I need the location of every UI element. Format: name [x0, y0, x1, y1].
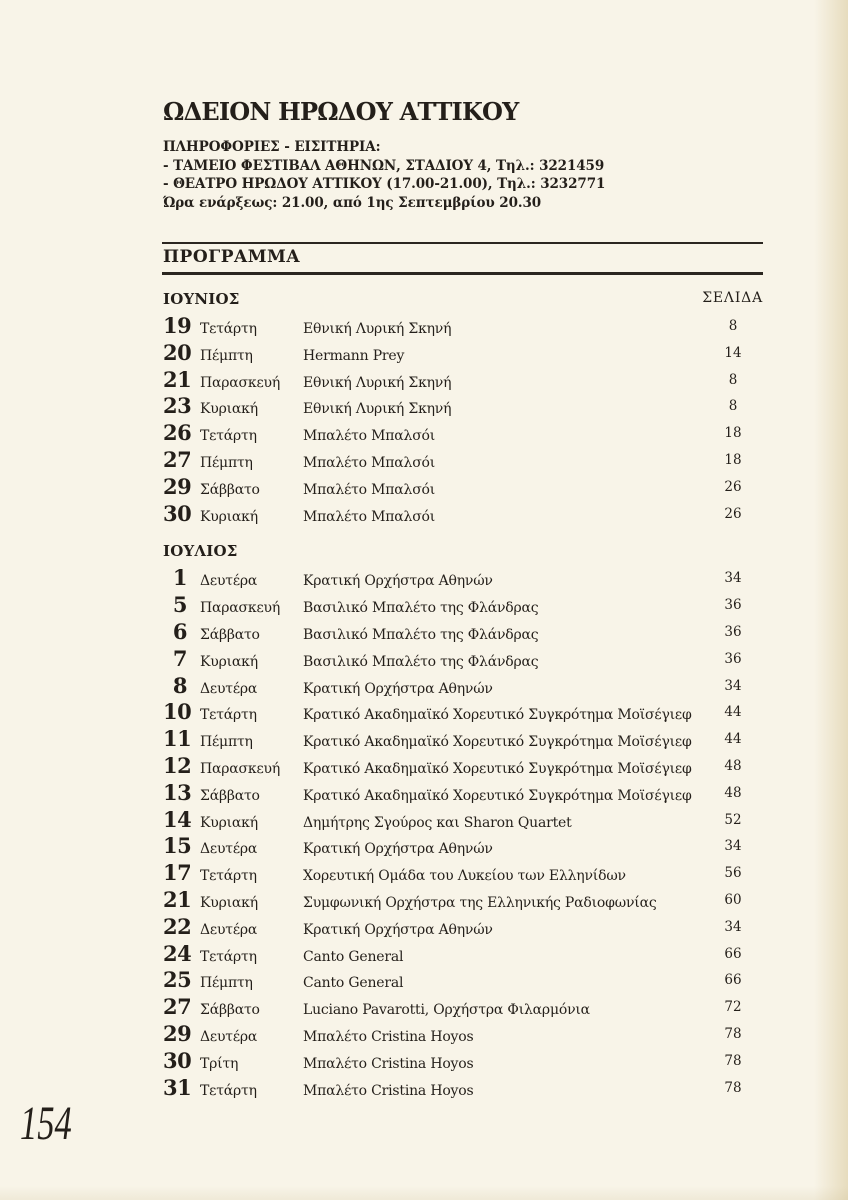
row-date: 23 [163, 393, 192, 419]
row-event: Κρατικό Ακαδημαϊκό Χορευτικό Συγκρότημα Μοϊσέγιεφ [303, 707, 692, 724]
row-page: 26 [724, 505, 742, 522]
row-date: 21 [163, 886, 192, 912]
row-day: Πέμπτη [200, 454, 253, 471]
row-day: Σάββατο [200, 626, 260, 643]
row-date: 26 [163, 420, 192, 446]
row-page: 48 [724, 757, 742, 774]
row-date: 31 [163, 1074, 192, 1100]
schedule-row [163, 447, 763, 474]
row-page: 78 [724, 1079, 742, 1096]
schedule-row [163, 967, 763, 994]
row-day: Πέμπτη [200, 975, 253, 992]
row-page: 18 [724, 451, 742, 468]
row-event: Βασιλικό Μπαλέτο της Φλάνδρας [303, 626, 539, 643]
row-page: 60 [724, 891, 742, 908]
row-date: 29 [163, 473, 192, 499]
page-column-header: ΣΕΛΙΔΑ [702, 290, 763, 306]
row-day: Τετάρτη [200, 707, 257, 724]
row-event: Μπαλέτο Μπαλσόι [303, 508, 436, 525]
row-event: Luciano Pavarotti, Ορχήστρα Φιλαρμόνια [303, 1002, 590, 1019]
row-event: Canto General [303, 948, 404, 965]
row-day: Δευτέρα [200, 573, 258, 590]
schedule-row [163, 1048, 763, 1075]
row-event: Εθνική Λυρική Σκηνή [303, 374, 452, 391]
row-date: 22 [163, 913, 192, 939]
schedule-row [163, 565, 763, 592]
schedule-row [163, 699, 763, 726]
row-page: 18 [724, 425, 742, 442]
schedule-row [163, 860, 763, 887]
row-date: 11 [163, 726, 192, 752]
row-date: 30 [163, 500, 192, 526]
row-page: 78 [724, 1025, 742, 1042]
row-day: Δευτέρα [200, 841, 258, 858]
row-page: 52 [724, 811, 742, 828]
paper-edge-shade-bottom [0, 1186, 848, 1200]
row-day: Σάββατο [200, 481, 260, 498]
row-page: 36 [724, 597, 742, 614]
row-date: 29 [163, 1020, 192, 1046]
row-date: 24 [163, 940, 192, 966]
schedule-row [163, 780, 763, 807]
row-event: Κρατικό Ακαδημαϊκό Χορευτικό Συγκρότημα Μοϊσέγιεφ [303, 734, 692, 751]
row-date: 13 [163, 779, 192, 805]
row-date: 25 [163, 967, 192, 993]
row-day: Τετάρτη [200, 428, 257, 445]
info-block [163, 138, 605, 212]
paper-edge-shade-right [814, 0, 848, 1200]
row-event: Hermann Prey [303, 347, 405, 364]
row-page: 56 [724, 865, 742, 882]
month-name: ΙΟΥΝΙΟΣ [163, 290, 240, 308]
month-header [163, 539, 763, 565]
month-section [163, 539, 763, 1101]
row-day: Δευτέρα [200, 680, 258, 697]
row-date: 19 [163, 313, 192, 338]
program-heading: ΠΡΟΓΡΑΜΜΑ [163, 247, 301, 267]
row-date: 12 [163, 752, 192, 778]
row-event: Μπαλέτο Μπαλσόι [303, 454, 436, 471]
schedule-row [163, 393, 763, 420]
row-event: Βασιλικό Μπαλέτο της Φλάνδρας [303, 653, 539, 670]
info-line-tickets: ΠΛΗΡΟΦΟΡΙΕΣ - ΕΙΣΙΤΗΡΙΑ: [163, 139, 381, 155]
row-event: Μπαλέτο Cristina Hoyos [303, 1082, 474, 1099]
folio-page-number: 154 [20, 1097, 72, 1150]
row-date: 20 [163, 339, 192, 365]
schedule-row [163, 646, 763, 673]
row-event: Κρατικό Ακαδημαϊκό Χορευτικό Συγκρότημα Μοϊσέγιεφ [303, 787, 692, 804]
schedule-row [163, 367, 763, 394]
row-page: 66 [724, 945, 742, 962]
row-date: 1 [172, 565, 187, 591]
row-day: Τετάρτη [200, 948, 257, 965]
row-event: Εθνική Λυρική Σκηνή [303, 401, 452, 418]
row-day: Τετάρτη [200, 1082, 257, 1099]
row-day: Κυριακή [200, 814, 258, 831]
row-event: Κρατική Ορχήστρα Αθηνών [303, 573, 493, 590]
schedule-row [163, 501, 763, 528]
row-event: Μπαλέτο Μπαλσόι [303, 428, 436, 445]
row-day: Τετάρτη [200, 868, 257, 885]
program-rule-top [162, 242, 763, 244]
schedule-row [163, 994, 763, 1021]
schedule-row [163, 592, 763, 619]
schedule-row [163, 941, 763, 968]
row-event: Μπαλέτο Cristina Hoyos [303, 1028, 474, 1045]
row-event: Canto General [303, 975, 404, 992]
row-day: Παρασκευή [200, 600, 281, 617]
row-event: Βασιλικό Μπαλέτο της Φλάνδρας [303, 600, 539, 617]
row-page: 26 [724, 478, 742, 495]
row-day: Παρασκευή [200, 760, 281, 777]
row-date: 10 [163, 699, 192, 725]
row-page: 66 [724, 972, 742, 989]
row-page: 14 [724, 344, 742, 361]
row-day: Τρίτη [200, 1055, 239, 1072]
row-date: 15 [163, 833, 192, 859]
row-page: 8 [728, 398, 738, 415]
row-day: Τετάρτη [200, 321, 257, 337]
row-page: 48 [724, 784, 742, 801]
row-page: 34 [724, 677, 742, 694]
row-page: 8 [728, 318, 738, 334]
row-page: 44 [724, 704, 742, 721]
row-page: 34 [724, 918, 742, 935]
row-day: Πέμπτη [200, 347, 253, 364]
schedule-row [163, 887, 763, 914]
schedule-row [163, 474, 763, 501]
schedule-row [163, 420, 763, 447]
month-rows [163, 565, 763, 1101]
schedule-row [163, 753, 763, 780]
row-date: 5 [172, 592, 187, 618]
row-date: 17 [163, 860, 192, 886]
schedule-row [163, 1075, 763, 1102]
row-event: Δημήτρης Σγούρος και Sharon Quartet [303, 814, 572, 831]
row-event: Μπαλέτο Cristina Hoyos [303, 1055, 474, 1072]
schedule-row [163, 726, 763, 753]
schedule-row [163, 340, 763, 367]
info-line-theatre-box-office: - ΘΕΑΤΡΟ ΗΡΩΔΟΥ ΑΤΤΙΚΟΥ (17.00-21.00), Τηλ.: 3232771 [163, 176, 606, 193]
row-page: 36 [724, 623, 742, 640]
row-day: Κυριακή [200, 894, 258, 911]
schedule-row [163, 914, 763, 941]
row-day: Παρασκευή [200, 374, 281, 391]
row-page: 36 [724, 650, 742, 667]
schedule-row [163, 313, 763, 340]
row-event: Κρατική Ορχήστρα Αθηνών [303, 680, 493, 697]
row-event: Κρατικό Ακαδημαϊκό Χορευτικό Συγκρότημα Μοϊσέγιεφ [303, 760, 692, 777]
row-day: Κυριακή [200, 508, 258, 525]
schedule-row [163, 1021, 763, 1048]
row-date: 14 [163, 806, 192, 832]
info-line-festival-box-office: - ΤΑΜΕΙΟ ΦΕΣΤΙΒΑΛ ΑΘΗΝΩΝ, ΣΤΑΔΙΟΥ 4, Τηλ.: 3221459 [163, 157, 605, 174]
row-event: Συμφωνική Ορχήστρα της Ελληνικής Ραδιοφωνίας [303, 894, 657, 911]
schedule-row [163, 807, 763, 834]
row-event: Εθνική Λυρική Σκηνή [303, 321, 452, 337]
program-rule-bottom [162, 272, 763, 275]
row-page: 78 [724, 1052, 742, 1069]
row-page: 34 [724, 570, 742, 587]
row-day: Σάββατο [200, 787, 260, 804]
row-date: 8 [172, 672, 187, 698]
month-name: ΙΟΥΛΙΟΣ [163, 542, 238, 561]
row-page: 72 [724, 999, 742, 1016]
month-rows [163, 313, 763, 527]
month-section [163, 287, 763, 527]
row-day: Κυριακή [200, 653, 258, 670]
month-header [163, 287, 763, 313]
row-day: Σάββατο [200, 1002, 260, 1019]
row-date: 27 [163, 994, 192, 1020]
row-event: Κρατική Ορχήστρα Αθηνών [303, 841, 493, 858]
program-months [163, 287, 763, 1101]
row-day: Δευτέρα [200, 921, 258, 938]
row-page: 8 [728, 371, 738, 388]
row-day: Πέμπτη [200, 734, 253, 751]
row-page: 44 [724, 731, 742, 748]
row-event: Μπαλέτο Μπαλσόι [303, 481, 436, 498]
row-event: Κρατική Ορχήστρα Αθηνών [303, 921, 493, 938]
schedule-row [163, 833, 763, 860]
schedule-row [163, 619, 763, 646]
row-day: Δευτέρα [200, 1028, 258, 1045]
row-date: 27 [163, 446, 192, 472]
page-title: ΩΔΕΙΟΝ ΗΡΩΔΟΥ ΑΤΤΙΚΟΥ [163, 97, 519, 126]
row-date: 7 [172, 645, 187, 671]
schedule-row [163, 673, 763, 700]
row-event: Χορευτική Ομάδα του Λυκείου των Ελληνίδων [303, 868, 626, 885]
row-date: 6 [172, 618, 187, 644]
row-page: 34 [724, 838, 742, 855]
info-line-start-time: Ώρα ενάρξεως: 21.00, από 1ης Σεπτεμβρίου 20.30 [163, 194, 542, 211]
row-day: Κυριακή [200, 401, 258, 418]
row-date: 21 [163, 366, 192, 392]
row-date: 30 [163, 1047, 192, 1073]
